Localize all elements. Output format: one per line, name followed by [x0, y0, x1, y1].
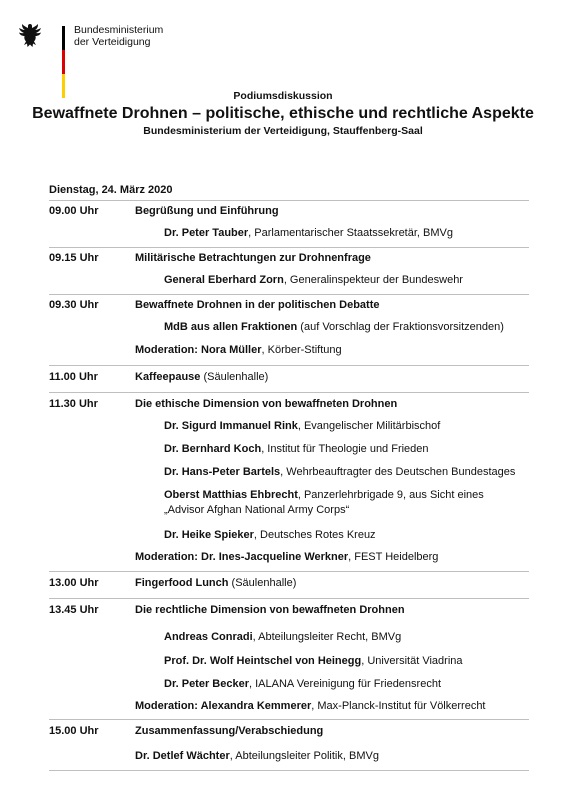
moderation: [135, 700, 486, 712]
speaker-role: , Generalinspekteur der Bundeswehr: [283, 274, 463, 286]
event-kind: Podiumsdiskussion: [233, 90, 333, 102]
speaker-role: , Parlamentarischer Staatssekretär, BMVg: [248, 227, 453, 239]
moderator-name: Moderation: Nora Müller: [135, 344, 262, 356]
divider: [49, 719, 529, 720]
divider: [49, 571, 529, 572]
speaker-name: Dr. Peter Becker: [164, 678, 249, 690]
speaker: [164, 442, 554, 457]
speaker-name: Prof. Dr. Wolf Heintschel von Heinegg: [164, 655, 362, 667]
speaker-role-continued: „Advisor Afghan National Army Corps“: [164, 504, 350, 516]
speaker: [164, 320, 554, 335]
flag-stripe-red: [62, 50, 65, 74]
speaker: [135, 750, 379, 762]
session-title: Zusammenfassung/Verabschiedung: [135, 725, 324, 737]
speaker-name: Dr. Peter Tauber: [164, 227, 249, 239]
session-title: [135, 371, 268, 383]
speaker: [164, 630, 554, 645]
organization-name: [74, 24, 163, 48]
break-location: (Säulenhalle): [228, 577, 297, 589]
session-time: 09.15 Uhr: [49, 252, 99, 264]
speaker-role: , Wehrbeauftragter des Deutschen Bundestages: [280, 466, 516, 478]
session-title: Die rechtliche Dimension von bewaffneten Drohnen: [135, 604, 405, 616]
speaker: [164, 488, 554, 518]
speaker-role: , Evangelischer Militärbischof: [297, 420, 441, 432]
speaker-name: Dr. Detlef Wächter: [135, 750, 230, 762]
flag-stripes: [62, 26, 65, 98]
session-time: 15.00 Uhr: [49, 725, 99, 737]
divider: [49, 200, 529, 201]
event-venue: Bundesministerium der Verteidigung, Stauffenberg-Saal: [143, 125, 423, 137]
break-location: (Säulenhalle): [200, 371, 269, 383]
speaker-name: Oberst Matthias Ehbrecht: [164, 489, 298, 501]
speaker: [164, 528, 554, 543]
speaker-name: General Eberhard Zorn: [164, 274, 284, 286]
divider: [49, 598, 529, 599]
federal-eagle-icon: [18, 22, 42, 50]
speaker-name: Dr. Hans-Peter Bartels: [164, 466, 281, 478]
speaker-role: (auf Vorschlag der Fraktionsvorsitzenden): [297, 321, 504, 333]
org-line-1: Bundesministerium: [74, 24, 164, 36]
speaker-name: MdB aus allen Fraktionen: [164, 321, 298, 333]
speaker-name: Dr. Bernhard Koch: [164, 443, 262, 455]
speaker: [164, 273, 554, 288]
break-title: Fingerfood Lunch: [135, 577, 229, 589]
speaker-role: , Abteilungsleiter Recht, BMVg: [252, 631, 402, 643]
moderator-name: Moderation: Dr. Ines-Jacqueline Werkner: [135, 551, 349, 563]
flag-stripe-black: [62, 26, 65, 50]
event-date: Dienstag, 24. März 2020: [49, 184, 173, 196]
speaker-role: , IALANA Vereinigung für Friedensrecht: [249, 678, 441, 690]
session-title: Die ethische Dimension von bewaffneten Drohnen: [135, 398, 398, 410]
divider: [49, 365, 529, 366]
speaker-name: Andreas Conradi: [164, 631, 253, 643]
session-time: 13.45 Uhr: [49, 604, 99, 616]
moderation: [135, 551, 438, 563]
speaker-role: , Panzerlehrbrigade 9, aus Sicht eines: [297, 489, 484, 501]
title-block: [0, 89, 566, 138]
speaker-role: , Abteilungsleiter Politik, BMVg: [229, 750, 379, 762]
session-title: Bewaffnete Drohnen in der politischen Debatte: [135, 299, 380, 311]
speaker: [164, 465, 554, 480]
moderator-role: , Max-Planck-Institut für Völkerrecht: [311, 700, 486, 712]
speaker: [164, 677, 554, 692]
session-time: 13.00 Uhr: [49, 577, 99, 589]
org-line-2: der Verteidigung: [74, 36, 151, 48]
speaker-role: , Universität Viadrina: [361, 655, 463, 667]
moderator-role: , Körber-Stiftung: [261, 344, 342, 356]
speaker: [164, 419, 554, 434]
speaker-role: , Institut für Theologie und Frieden: [261, 443, 429, 455]
moderator-name: Moderation: Alexandra Kemmerer: [135, 700, 312, 712]
speaker-name: Dr. Sigurd Immanuel Rink: [164, 420, 298, 432]
speaker-name: Dr. Heike Spieker: [164, 529, 254, 541]
session-time: 09.30 Uhr: [49, 299, 99, 311]
session-title: Begrüßung und Einführung: [135, 205, 279, 217]
moderation: [135, 344, 342, 356]
session-title: Militärische Betrachtungen zur Drohnenfrage: [135, 252, 371, 264]
speaker: [164, 654, 554, 669]
letterhead: [18, 14, 318, 86]
speaker: [164, 226, 554, 241]
event-title: Bewaffnete Drohnen – politische, ethische und rechtliche Aspekte: [32, 105, 534, 122]
divider: [49, 294, 529, 295]
divider: [49, 392, 529, 393]
session-time: 11.00 Uhr: [49, 371, 98, 383]
session-time: 11.30 Uhr: [49, 398, 98, 410]
break-title: Kaffeepause: [135, 371, 201, 383]
divider: [49, 770, 529, 771]
moderator-role: , FEST Heidelberg: [348, 551, 439, 563]
speaker-role: , Deutsches Rotes Kreuz: [253, 529, 376, 541]
session-title: [135, 577, 296, 589]
session-time: 09.00 Uhr: [49, 205, 99, 217]
divider: [49, 247, 529, 248]
